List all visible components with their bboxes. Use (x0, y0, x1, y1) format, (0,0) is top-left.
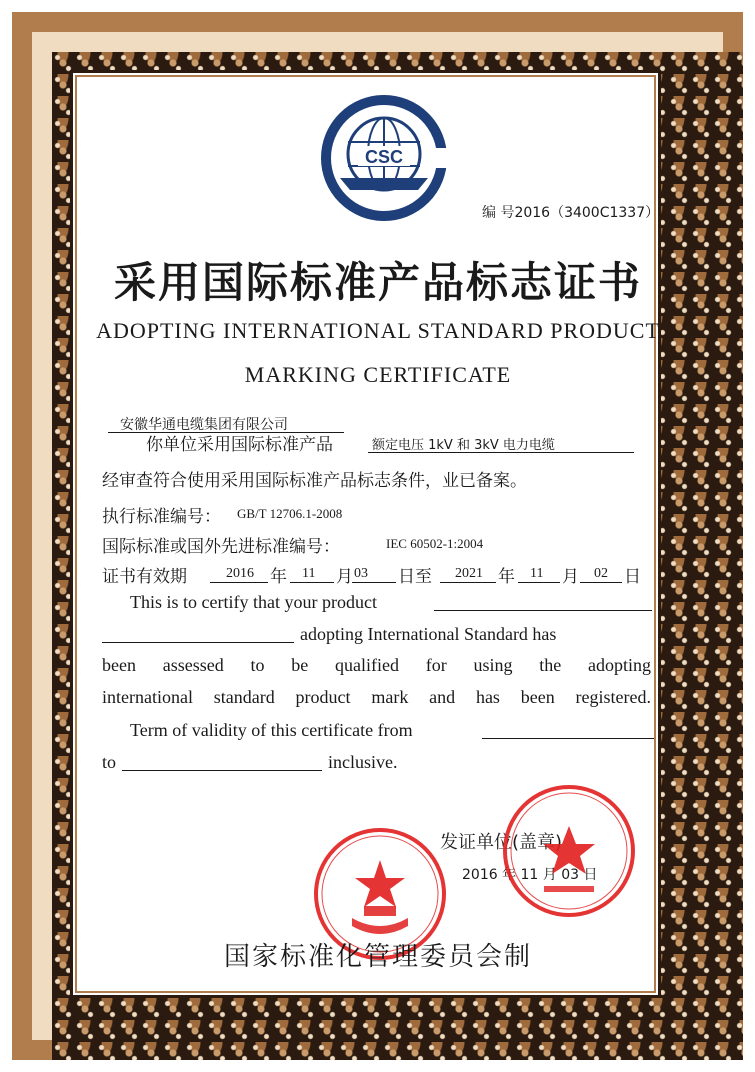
english-line-6-start: to (102, 752, 117, 772)
day-to-char: 日至 (398, 567, 432, 587)
month-char: 月 (336, 567, 353, 587)
english-line-4: international standard product mark and has been registered. (102, 687, 651, 707)
certificate-number: 编 号2016（3400C1337） (482, 205, 660, 221)
english-blank-3 (482, 738, 654, 739)
from-day-underline (352, 582, 396, 583)
company-name: 安徽华通电缆集团有限公司 (120, 417, 288, 433)
english-line-3: been assessed to be qualified for using the adopting (102, 655, 651, 675)
from-month: 11 (302, 566, 316, 581)
year-char-2: 年 (498, 567, 515, 587)
to-year-underline (440, 582, 496, 583)
year-char: 年 (270, 567, 287, 587)
english-blank-2 (102, 642, 294, 643)
from-year-underline (210, 582, 268, 583)
day-char: 日 (624, 567, 641, 587)
from-day: 03 (354, 566, 368, 581)
issue-date: 2016 年 11 月 03 日 (462, 867, 598, 883)
to-day: 02 (594, 566, 608, 581)
title-chinese: 采用国际标准产品标志证书 (113, 258, 642, 307)
title-english-line2: MARKING CERTIFICATE (244, 362, 512, 387)
english-line-5: Term of validity of this certificate from (130, 720, 413, 740)
english-line-6-end: inclusive. (328, 752, 398, 772)
english-line-1: This is to certify that your product (130, 592, 377, 612)
product-prefix: 你单位采用国际标准产品 (146, 435, 333, 455)
quality-supervision-seal (500, 782, 638, 920)
product-name: 额定电压 1kV 和 3kV 电力电缆 (372, 438, 555, 453)
intl-standard-label: 国际标准或国外先进标准编号： (102, 537, 340, 557)
footer-issuer: 国家标准化管理委员会制 (223, 942, 532, 972)
intl-standard-value: IEC 60502-1:2004 (386, 536, 484, 551)
validity-label: 证书有效期 (102, 567, 187, 587)
standard-value: GB/T 12706.1-2008 (237, 506, 343, 521)
logo-text: CSC (364, 147, 404, 167)
english-line-2: adopting International Standard has (300, 624, 557, 644)
to-month-underline (518, 582, 560, 583)
approval-statement: 经审查符合使用采用国际标准产品标志条件，业已备案。 (102, 471, 527, 491)
to-year: 2021 (455, 566, 483, 581)
csc-logo (318, 92, 450, 224)
from-month-underline (290, 582, 334, 583)
month-char-2: 月 (562, 567, 579, 587)
standard-label: 执行标准编号： (102, 507, 221, 527)
english-blank-4 (122, 770, 322, 771)
product-underline (368, 452, 634, 453)
to-month: 11 (530, 566, 544, 581)
issuer-label: 发证单位(盖章) (440, 832, 563, 853)
title-english-line1: ADOPTING INTERNATIONAL STANDARD PRODUCT (96, 318, 660, 343)
to-day-underline (580, 582, 622, 583)
english-blank-1 (434, 610, 652, 611)
from-year: 2016 (226, 566, 254, 581)
